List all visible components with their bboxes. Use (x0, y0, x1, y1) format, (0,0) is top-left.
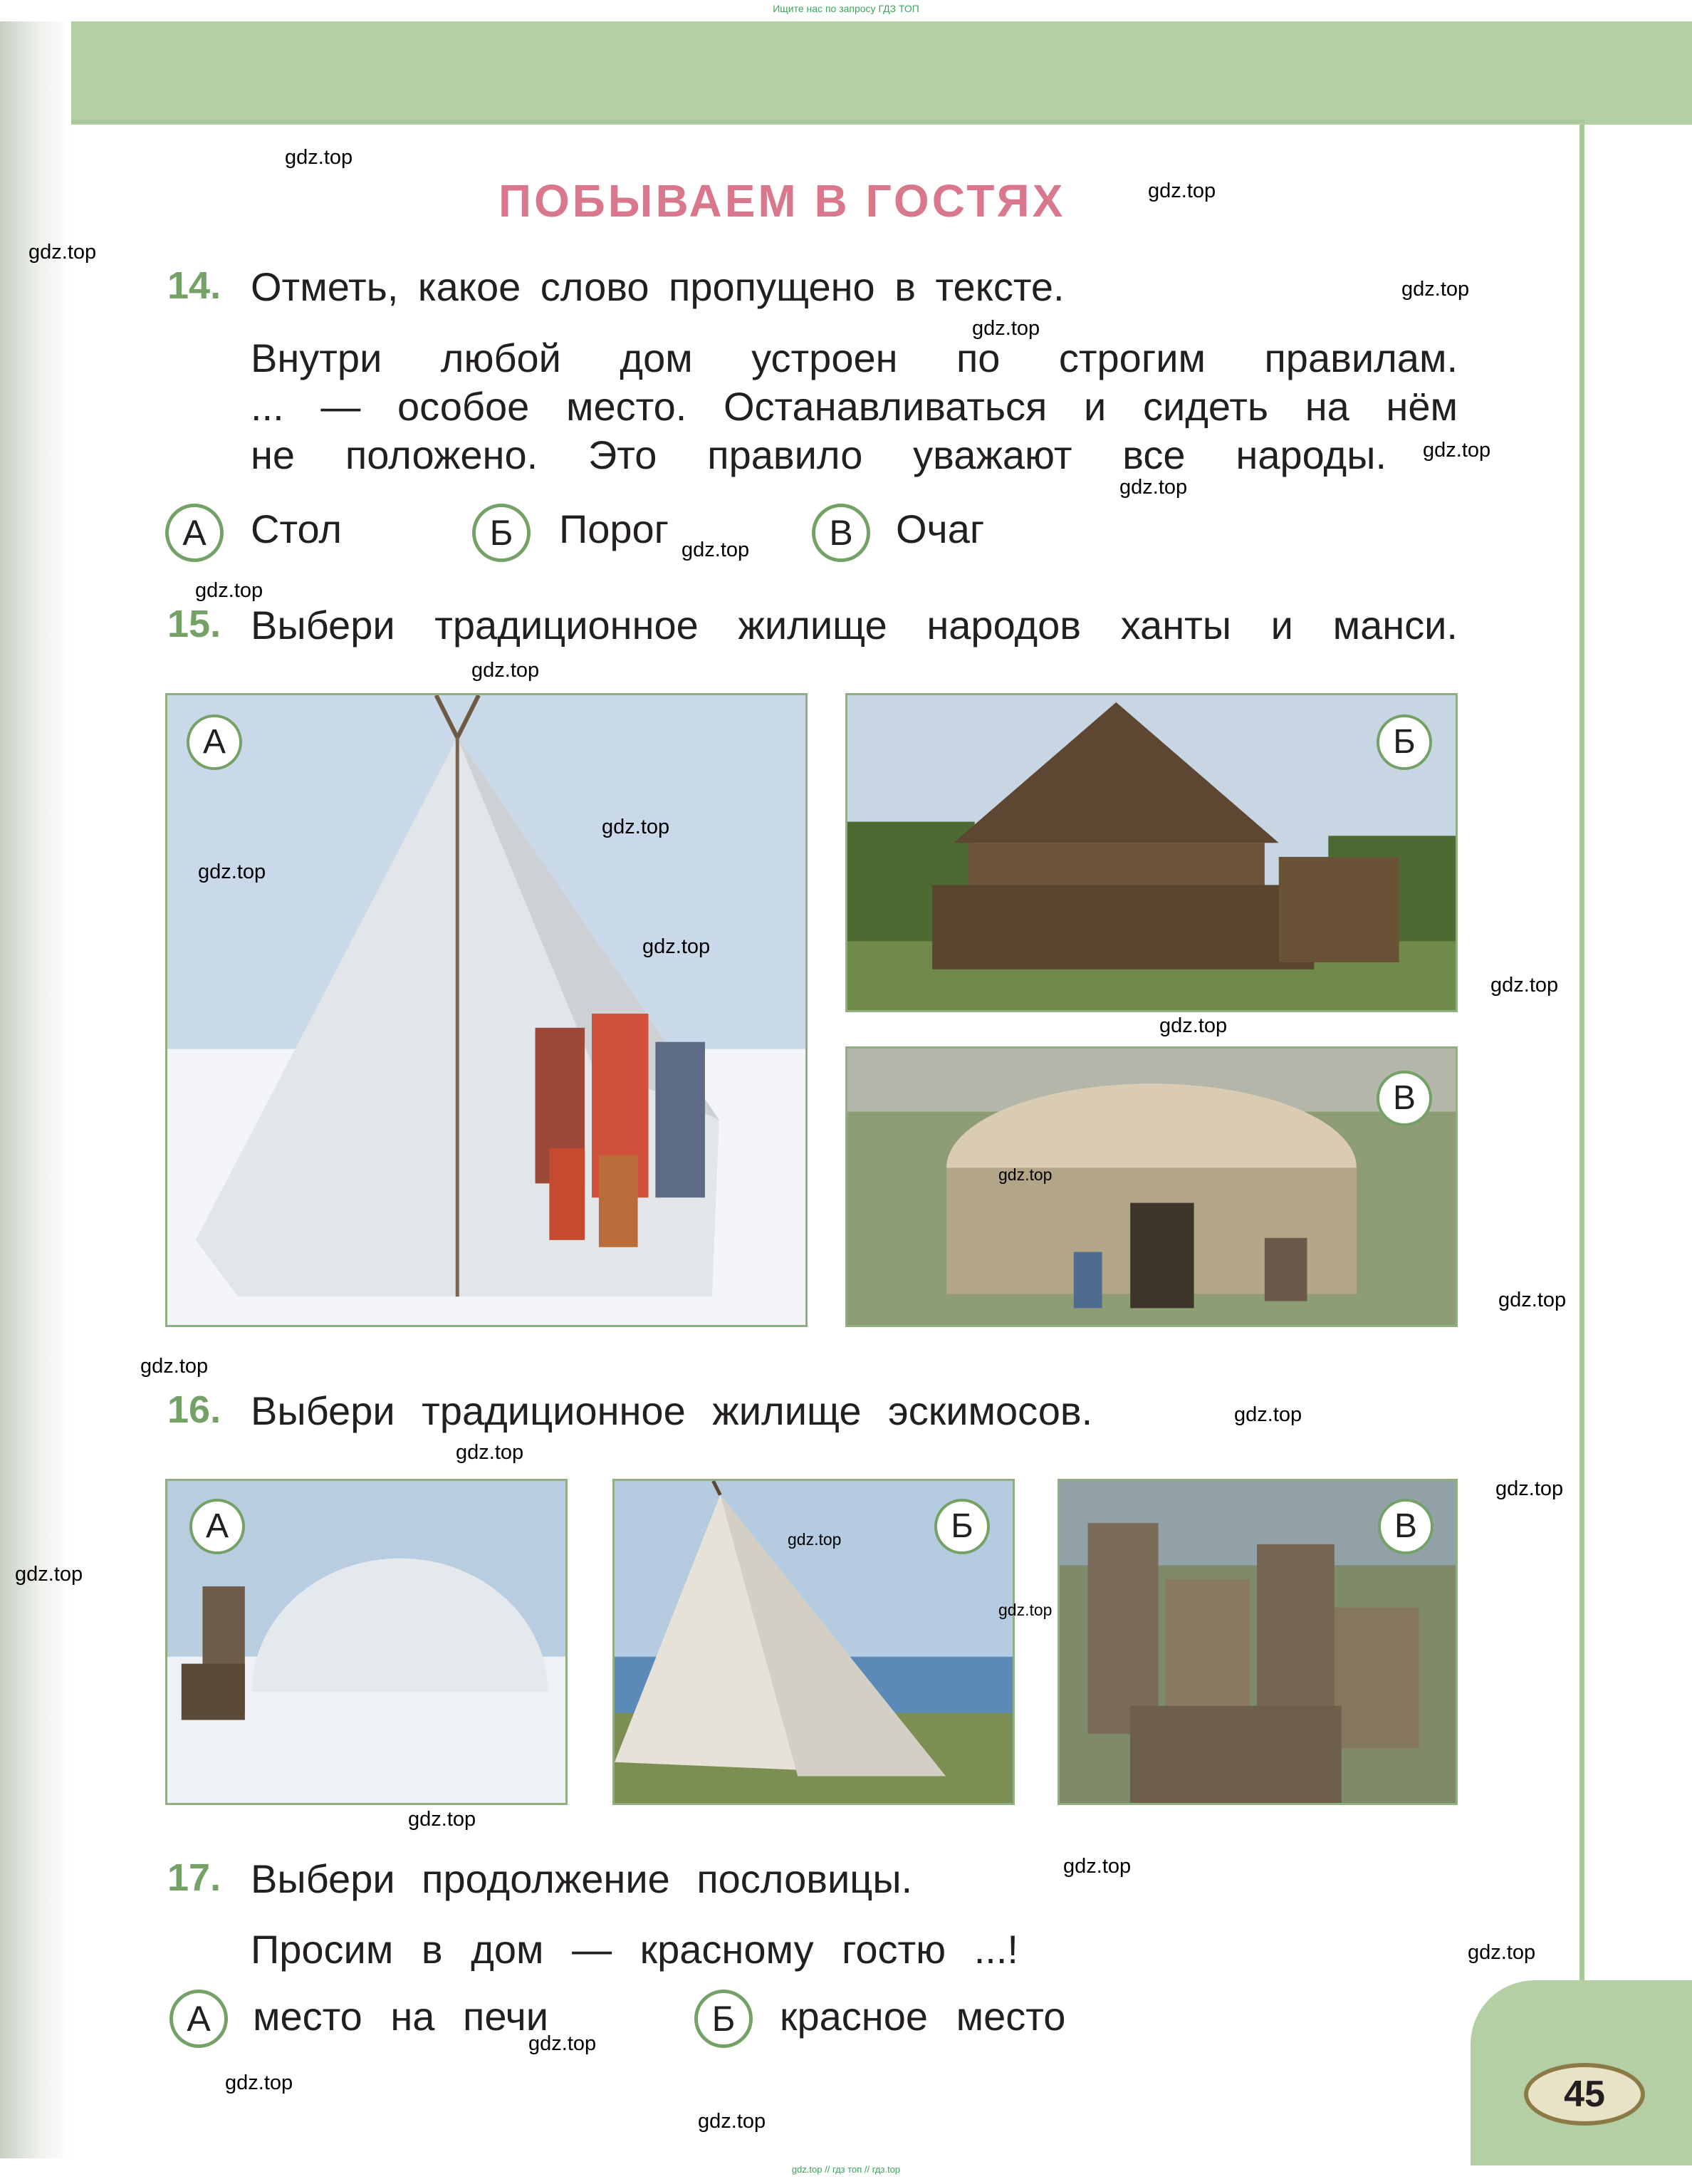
watermark: gdz.top (1063, 1855, 1132, 1878)
yurt-image (847, 1049, 1456, 1325)
watermark: gdz.top (998, 1165, 1053, 1184)
watermark: gdz.top (1498, 1289, 1567, 1311)
option-c-label: Очаг (896, 506, 985, 551)
option-b-circle[interactable]: Б (472, 504, 531, 562)
section-title: ПОБЫВАЕМ В ГОСТЯХ (498, 175, 1066, 227)
photo-yurt-label: В (1377, 1071, 1432, 1126)
watermark: gdz.top (471, 659, 540, 682)
photo-stone-towers-label: В (1378, 1499, 1434, 1554)
right-divider (1579, 125, 1584, 2162)
question-14-text-line-2: ... — особое место. Останавливаться и сидеть на нём (251, 384, 1458, 429)
watermark: gdz.top (1495, 1477, 1564, 1500)
option-b-label: Порог (559, 506, 669, 551)
option-b-label: красное место (780, 1994, 1066, 2039)
log-house-image (847, 695, 1456, 1010)
watermark: gdz.top (456, 1441, 524, 1464)
watermark: gdz.top (528, 2032, 597, 2055)
photo-yurt[interactable] (845, 1046, 1458, 1327)
option-a-label: место на печи (253, 1994, 549, 2039)
watermark: gdz.top (788, 1530, 842, 1549)
top-header-band (0, 21, 1692, 125)
watermark: gdz.top (225, 2071, 293, 2094)
watermark: gdz.top (698, 2110, 766, 2133)
watermark: gdz.top (1234, 1403, 1302, 1426)
top-divider (71, 120, 1584, 123)
proverb-text: Просим в дом — красному гостю ...! (251, 1927, 1018, 1972)
photo-igloo-label: А (189, 1499, 245, 1554)
photo-tent-label: Б (934, 1499, 990, 1554)
watermark: gdz.top (15, 1563, 83, 1586)
question-17-number: 17. (167, 1856, 221, 1899)
photo-chum[interactable] (165, 693, 808, 1327)
question-16-number: 16. (167, 1388, 221, 1431)
watermark: gdz.top (28, 241, 97, 264)
option-a-circle[interactable]: А (169, 1990, 228, 2048)
photo-log-house[interactable] (845, 693, 1458, 1012)
chum-image (167, 695, 805, 1325)
question-17-prompt: Выбери продолжение пословицы. (251, 1856, 913, 1901)
watermark: gdz.top (408, 1808, 476, 1831)
option-a-circle[interactable]: А (165, 504, 224, 562)
watermark: gdz.top (1159, 1014, 1228, 1037)
top-strip-caption: Ищите нас по запросу ГДЗ ТОП (773, 3, 919, 14)
watermark: gdz.top (682, 539, 750, 561)
watermark: gdz.top (1423, 439, 1491, 462)
watermark: gdz.top (602, 816, 670, 838)
question-14-number: 14. (167, 264, 221, 307)
watermark: gdz.top (198, 860, 266, 883)
watermark: gdz.top (1148, 180, 1216, 202)
question-14-text-line-3: не положено. Это правило уважают все народы. (251, 432, 1386, 477)
watermark: gdz.top (1401, 278, 1470, 301)
question-15-number: 15. (167, 603, 221, 645)
watermark: gdz.top (140, 1355, 209, 1378)
watermark: gdz.top (1468, 1941, 1536, 1964)
watermark: gdz.top (972, 317, 1040, 340)
option-a-label: Стол (251, 506, 343, 551)
watermark: gdz.top (285, 146, 353, 169)
page-number: 45 (1524, 2063, 1645, 2126)
photo-log-house-label: Б (1377, 714, 1432, 770)
watermark: gdz.top (1490, 974, 1559, 997)
watermark: gdz.top (1119, 476, 1188, 499)
watermark: gdz.top (642, 935, 711, 958)
question-15-prompt: Выбери традиционное жилище народов ханты и манси. (251, 603, 1458, 648)
watermark: gdz.top (195, 579, 263, 602)
question-16-prompt: Выбери традиционное жилище эскимосов. (251, 1388, 1093, 1433)
watermark: gdz.top (998, 1601, 1053, 1619)
bottom-strip-caption: gdz.top // гдз топ // гдз.top (791, 2164, 901, 2175)
option-b-circle[interactable]: Б (694, 1990, 753, 2048)
page-gutter-shade (0, 21, 71, 2158)
question-14-text-line-1: Внутри любой дом устроен по строгим правилам. (251, 336, 1458, 380)
photo-chum-label: А (187, 714, 242, 770)
question-14-prompt: Отметь, какое слово пропущено в тексте. (251, 264, 1065, 309)
option-c-circle[interactable]: В (812, 504, 870, 562)
